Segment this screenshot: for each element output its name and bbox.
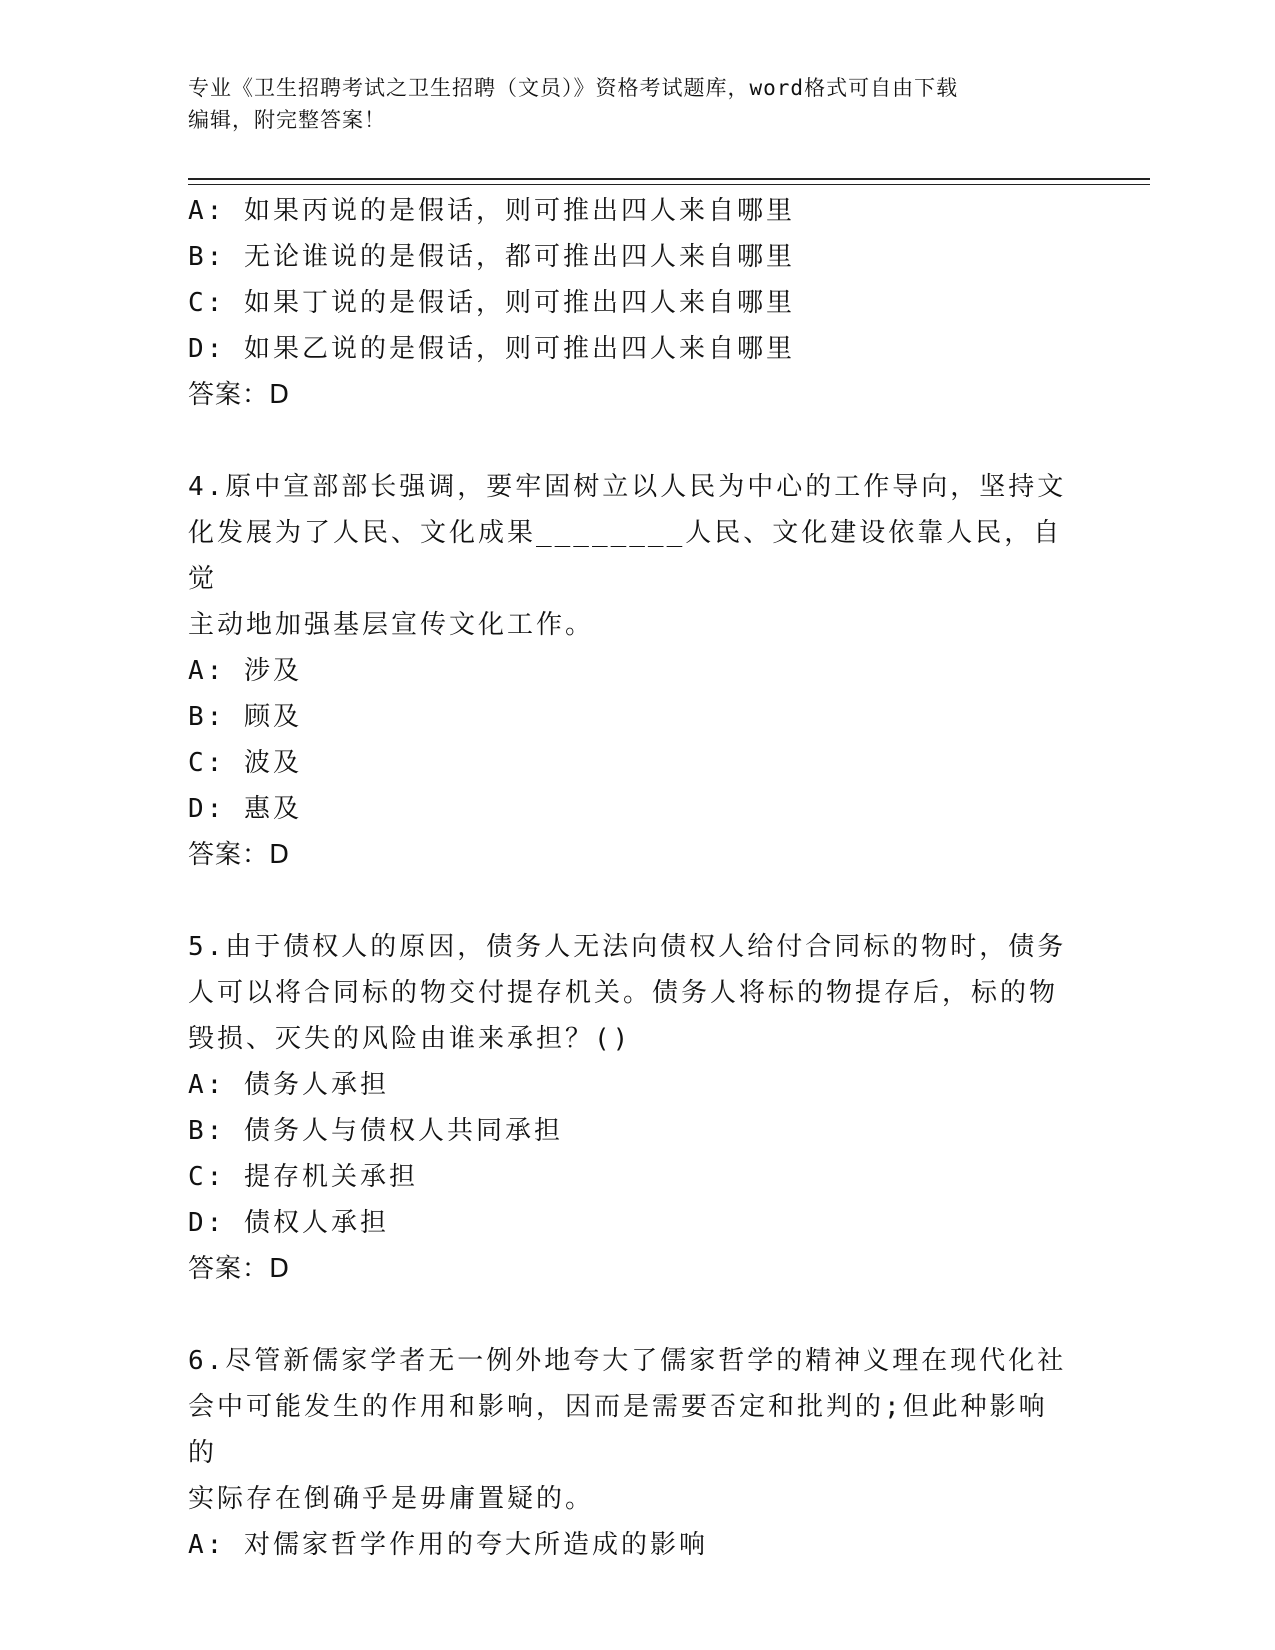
option-c: C: 提存机关承担: [188, 1162, 418, 1192]
option-b: B: 顾及: [188, 702, 302, 732]
document-header: [188, 72, 1068, 136]
option-a: A: 对儒家哲学作用的夸大所造成的影响: [188, 1530, 708, 1560]
option-a: A: 如果丙说的是假话，则可推出四人来自哪里: [188, 196, 795, 226]
question-spacer: [188, 1292, 1088, 1338]
question-3: [188, 188, 1088, 418]
stem-line-2: 人可以将合同标的物交付提存机关。债务人将标的物提存后，标的物: [188, 978, 1059, 1008]
stem-line-2: 化发展为了人民、文化成果________人民、文化建设依靠人民，自觉: [188, 518, 1063, 594]
stem-line-2: 会中可能发生的作用和影响，因而是需要否定和批判的;但此种影响的: [188, 1392, 1048, 1468]
stem-line-3: 毁损、灭失的风险由谁来承担？(): [188, 1024, 632, 1054]
option-a: A: 债务人承担: [188, 1070, 389, 1100]
answer: 答案：D: [188, 1254, 291, 1284]
option-c: C: 如果丁说的是假话，则可推出四人来自哪里: [188, 288, 795, 318]
question-4: [188, 464, 1088, 878]
option-c: C: 波及: [188, 748, 302, 778]
question-stem: [188, 1338, 1068, 1522]
option-b: B: 无论谁说的是假话，都可推出四人来自哪里: [188, 242, 795, 272]
option-a: A: 涉及: [188, 656, 302, 686]
header-line-1: 专业《卫生招聘考试之卫生招聘（文员）》资格考试题库，word格式可自由下载: [188, 76, 959, 100]
option-d: D: 债权人承担: [188, 1208, 389, 1238]
option-d: D: 如果乙说的是假话，则可推出四人来自哪里: [188, 334, 795, 364]
stem-line-1: 5.由于债权人的原因，债务人无法向债权人给付合同标的物时，债务: [188, 932, 1067, 962]
answer: 答案：D: [188, 840, 291, 870]
question-stem: [188, 464, 1068, 648]
stem-line-1: 4.原中宣部部长强调，要牢固树立以人民为中心的工作导向，坚持文: [188, 472, 1067, 502]
answer: 答案：D: [188, 380, 291, 410]
question-stem: [188, 924, 1068, 1062]
stem-line-3: 主动地加强基层宣传文化工作。: [188, 610, 595, 640]
stem-line-3: 实际存在倒确乎是毋庸置疑的。: [188, 1484, 595, 1514]
question-6: [188, 1338, 1088, 1568]
option-b: B: 债务人与债权人共同承担: [188, 1116, 563, 1146]
question-list: [188, 188, 1088, 1568]
question-spacer: [188, 878, 1088, 924]
stem-line-1: 6.尽管新儒家学者无一例外地夸大了儒家哲学的精神义理在现代化社: [188, 1346, 1067, 1376]
question-5: [188, 924, 1088, 1292]
header-divider-thin: [188, 184, 1150, 185]
question-spacer: [188, 418, 1088, 464]
header-line-2: 编辑，附完整答案！: [188, 108, 386, 132]
option-d: D: 惠及: [188, 794, 302, 824]
header-divider-thick: [188, 178, 1150, 180]
